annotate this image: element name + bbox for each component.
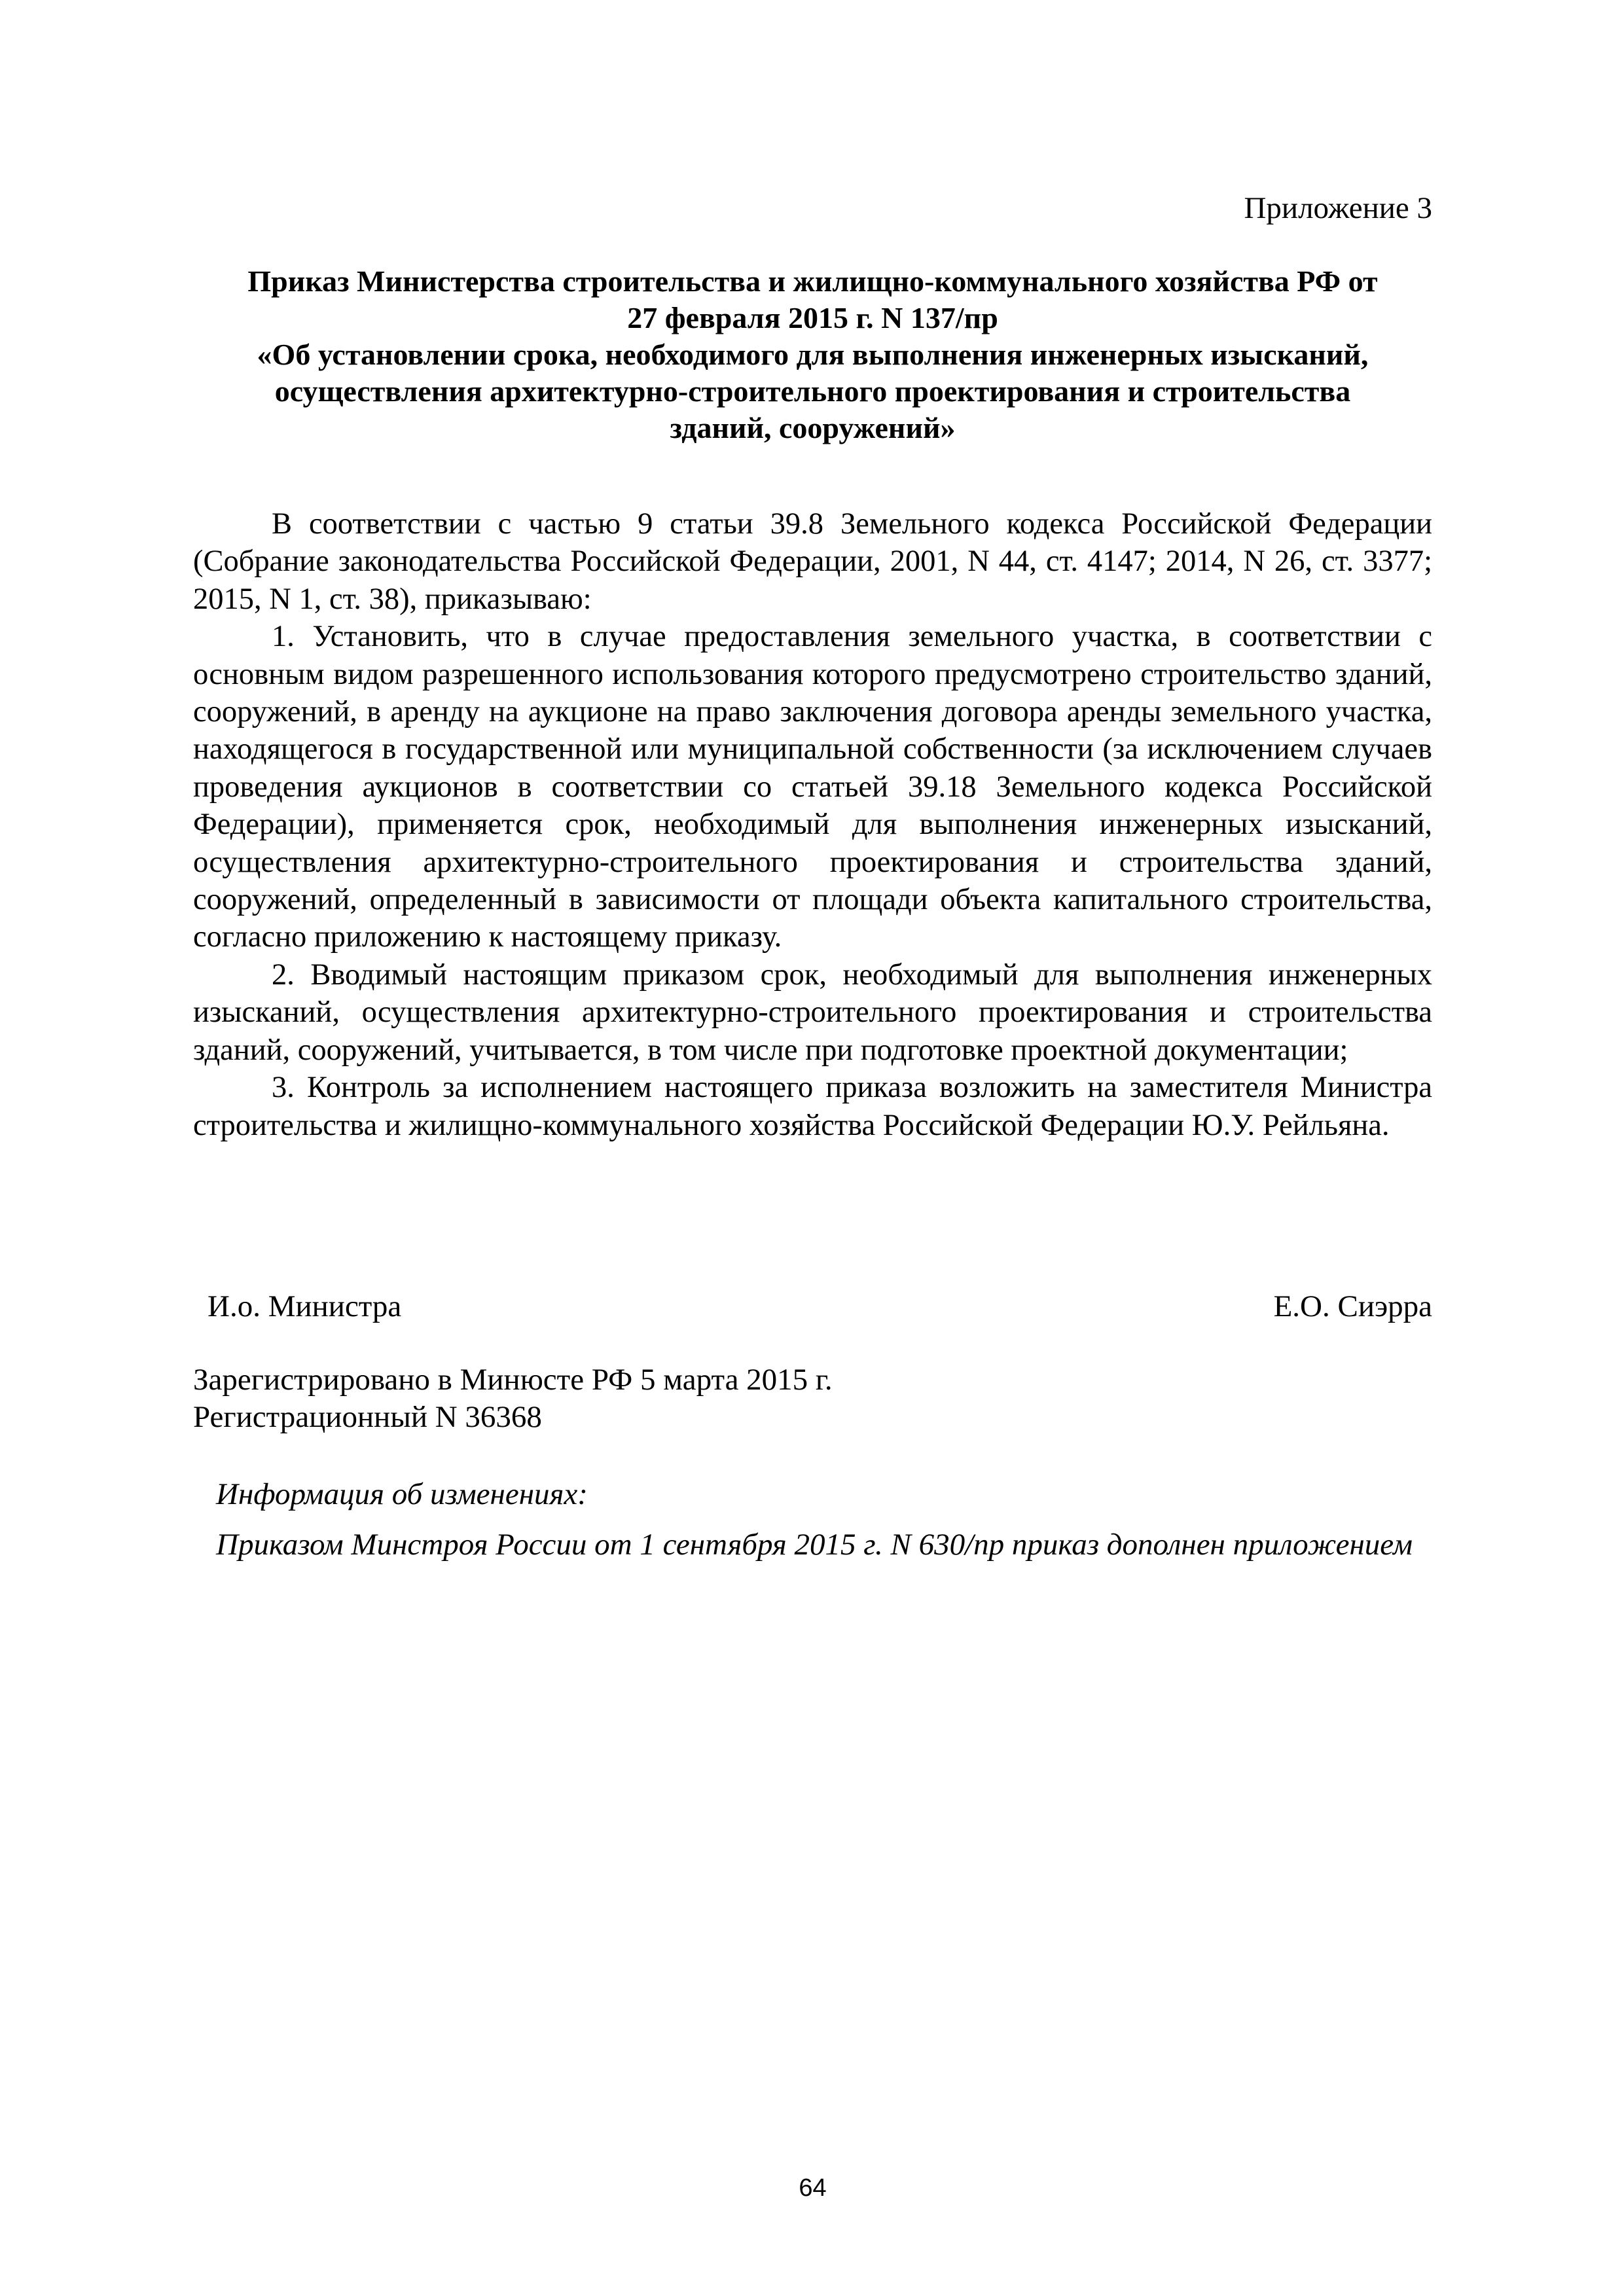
changes-info-text: Приказом Минстроя России от 1 сентября 2015 г. N 630/пр приказ дополнен приложением (216, 1528, 1413, 1562)
document-page (193, 0, 1432, 2296)
page-number: 64 (799, 2174, 827, 2202)
title-line: «Об установлении срока, необходимого для выполнения инженерных изысканий, (257, 338, 1369, 371)
registration-number: Регистрационный N 36368 (193, 1400, 542, 1434)
order-body (193, 505, 1432, 1144)
preamble-paragraph: В соответствии с частью 9 статьи 39.8 Земельного кодекса Российской Федерации (Собрание законодательства Российской Федерации, 2001, N 44, ст. 4147; 2014, N 26, ст. 3377; 2015, N 1, ст. 38), приказываю: (193, 507, 1432, 616)
changes-info (216, 1476, 1432, 1564)
title-line: 27 февраля 2015 г. N 137/пр (627, 301, 998, 334)
signatory-name: Е.О. Сиэрра (1273, 1289, 1432, 1323)
clause-1-paragraph: 1. Установить, что в случае предоставления земельного участка, в соответствии с основным видом разрешенного использования которого предусмотрено строительство зданий, сооружений, в аренду на аукционе на право заключения договора аренды земельного участка, находящегося в государственной или муниципальной собственности (за исключением случаев проведения аукционов в соответствии со статьей 39.18 Земельного кодекса Российской Федерации), применяется срок, необходимый для выполнения инженерных изысканий, осуществления архитектурно-строительного проектирования и строительства зданий, сооружений, определенный в зависимости от площади объекта капитального строительства, согласно приложению к настоящему приказу. (193, 620, 1432, 954)
changes-info-title: Информация об изменениях: (216, 1477, 588, 1511)
signatory-position: И.о. Министра (208, 1289, 402, 1323)
registration-info (193, 1361, 833, 1436)
title-line: Приказ Министерства строительства и жилищно-коммунального хозяйства РФ от (247, 264, 1378, 298)
clause-3-paragraph: 3. Контроль за исполнением настоящего приказа возложить на заместителя Министра строительства и жилищно-коммунального хозяйства Российской Федерации Ю.У. Рейльяна. (193, 1071, 1432, 1142)
clause-2-paragraph: 2. Вводимый настоящим приказом срок, необходимый для выполнения инженерных изысканий, осуществления архитектурно-строительного проектирования и строительства зданий, сооружений, учитывается, в том числе при подготовке проектной документации; (193, 958, 1432, 1067)
title-line: осуществления архитектурно-строительного проектирования и строительства (274, 374, 1351, 408)
appendix-label: Приложение 3 (1244, 191, 1432, 225)
registration-date: Зарегистрировано в Минюсте РФ 5 марта 2015 г. (193, 1363, 833, 1397)
title-line: зданий, сооружений» (670, 411, 956, 444)
order-title (193, 263, 1432, 446)
